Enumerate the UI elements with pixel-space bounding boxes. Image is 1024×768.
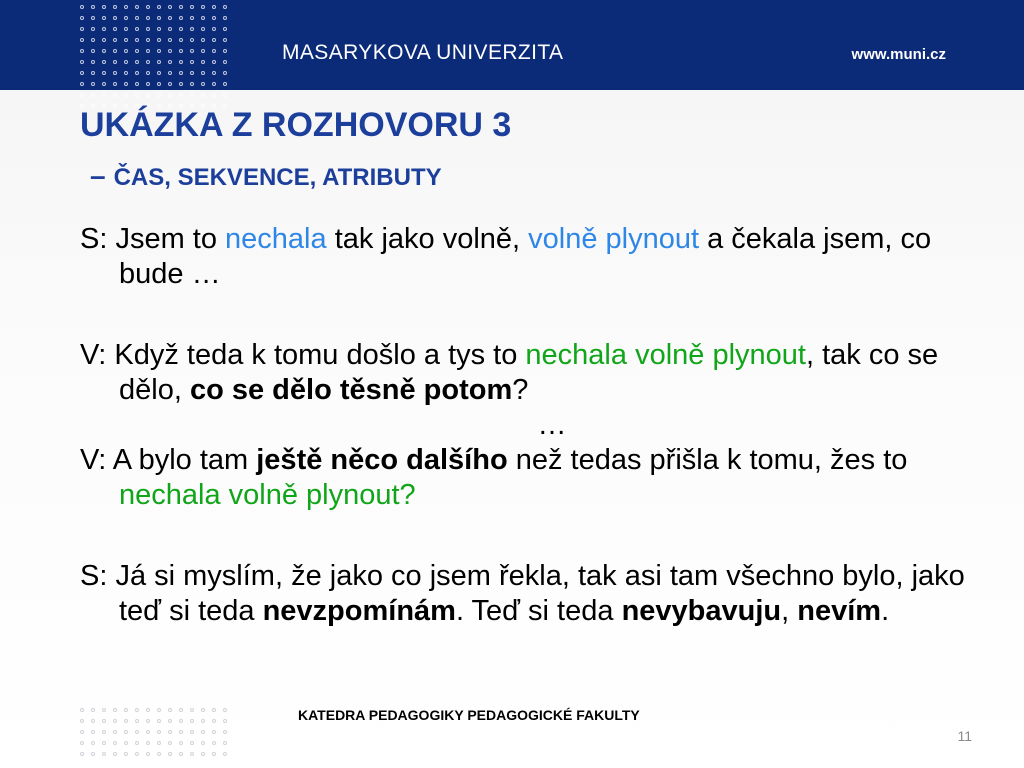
decor-dot [124, 49, 128, 53]
decor-dot [201, 16, 205, 20]
decor-dot [223, 730, 227, 734]
decor-dot [212, 730, 216, 734]
decor-dot [212, 16, 216, 20]
decor-dot [157, 49, 161, 53]
decor-dot [212, 49, 216, 53]
slide-title: UKÁZKA Z ROZHOVORU 3 [80, 106, 512, 144]
header-dot-pattern [80, 5, 227, 108]
decor-dot [135, 16, 139, 20]
decor-dot [102, 719, 106, 723]
decor-dot [91, 752, 95, 756]
bold-text: co se dělo těsně potom [189, 374, 513, 406]
highlight-blue: nechala [225, 223, 327, 255]
decor-dot [201, 93, 205, 97]
decor-dot [113, 16, 117, 20]
decor-dot [190, 27, 194, 31]
decor-dot [124, 60, 128, 64]
decor-dot [179, 741, 183, 745]
decor-dot [201, 38, 205, 42]
decor-dot [113, 741, 117, 745]
decor-dot [190, 730, 194, 734]
decor-dot [124, 730, 128, 734]
utterance-text: než tedas přišla k tomu, žes to [507, 444, 908, 476]
decor-dot [91, 93, 95, 97]
decor-dot [102, 71, 106, 75]
decor-dot [124, 16, 128, 20]
decor-dot [179, 38, 183, 42]
decor-dot [80, 38, 84, 42]
decor-dot [157, 708, 161, 712]
decor-dot [91, 60, 95, 64]
decor-dot [91, 741, 95, 745]
decor-dot [168, 49, 172, 53]
decor-dot [201, 708, 205, 712]
utterance-4 [80, 559, 985, 629]
decor-dot [157, 719, 161, 723]
decor-dot [91, 5, 95, 9]
decor-dot [223, 27, 227, 31]
decor-dot [157, 82, 161, 86]
decor-dot [91, 82, 95, 86]
decor-dot [113, 60, 117, 64]
decor-dot [168, 27, 172, 31]
decor-dot [201, 5, 205, 9]
utterance-text: , [781, 595, 798, 627]
decor-dot [168, 719, 172, 723]
utterance-2 [80, 338, 985, 408]
decor-dot [124, 38, 128, 42]
decor-dot [146, 741, 150, 745]
decor-dot [223, 93, 227, 97]
decor-dot [102, 93, 106, 97]
decor-dot [190, 708, 194, 712]
decor-dot [212, 27, 216, 31]
decor-dot [135, 49, 139, 53]
utterance-text: . [881, 595, 890, 627]
decor-dot [157, 93, 161, 97]
decor-dot [212, 719, 216, 723]
decor-dot [80, 741, 84, 745]
decor-dot [146, 60, 150, 64]
decor-dot [102, 60, 106, 64]
decor-dot [102, 16, 106, 20]
decor-dot [146, 93, 150, 97]
decor-dot [212, 708, 216, 712]
decor-dot [146, 71, 150, 75]
decor-dot [80, 708, 84, 712]
decor-dot [135, 93, 139, 97]
bold-text: nevzpomínám [262, 595, 456, 627]
decor-dot [146, 49, 150, 53]
decor-dot [135, 741, 139, 745]
decor-dot [124, 741, 128, 745]
utterance-text: , tak co se dělo, [119, 339, 939, 406]
faculty-footer: KATEDRA PEDAGOGIKY PEDAGOGICKÉ FAKULTY [298, 707, 640, 723]
decor-dot [157, 730, 161, 734]
decor-dot [190, 93, 194, 97]
decor-dot [91, 38, 95, 42]
decor-dot [146, 38, 150, 42]
subtitle-text: ČAS, SEKVENCE, ATRIBUTY [113, 164, 442, 191]
decor-dot [135, 38, 139, 42]
decor-dot [212, 93, 216, 97]
decor-dot [168, 752, 172, 756]
decor-dot [124, 71, 128, 75]
decor-dot [113, 719, 117, 723]
decor-dot [179, 730, 183, 734]
decor-dot [223, 16, 227, 20]
decor-dot [146, 708, 150, 712]
decor-dot [201, 49, 205, 53]
decor-dot [212, 752, 216, 756]
ellipsis: … [537, 409, 567, 441]
decor-dot [113, 27, 117, 31]
decor-dot [80, 719, 84, 723]
decor-dot [135, 708, 139, 712]
decor-dot [135, 719, 139, 723]
decor-dot [80, 71, 84, 75]
subtitle-dash: – [90, 160, 106, 191]
decor-dot [223, 38, 227, 42]
decor-dot [91, 27, 95, 31]
decor-dot [91, 708, 95, 712]
decor-dot [135, 27, 139, 31]
decor-dot [223, 71, 227, 75]
decor-dot [146, 730, 150, 734]
decor-dot [201, 82, 205, 86]
decor-dot [157, 5, 161, 9]
slide-content [80, 222, 985, 629]
decor-dot [135, 5, 139, 9]
page-number: 11 [957, 728, 972, 744]
decor-dot [80, 93, 84, 97]
decor-dot [212, 741, 216, 745]
decor-dot [223, 741, 227, 745]
decor-dot [113, 82, 117, 86]
decor-dot [102, 741, 106, 745]
decor-dot [190, 752, 194, 756]
decor-dot [80, 60, 84, 64]
decor-dot [212, 60, 216, 64]
decor-dot [102, 730, 106, 734]
decor-dot [91, 71, 95, 75]
decor-dot [113, 49, 117, 53]
bold-text: nevybavuju [621, 595, 782, 627]
decor-dot [124, 752, 128, 756]
decor-dot [168, 5, 172, 9]
decor-dot [80, 5, 84, 9]
decor-dot [135, 730, 139, 734]
decor-dot [91, 16, 95, 20]
decor-dot [91, 719, 95, 723]
utterance-1 [80, 222, 985, 292]
utterance-text: a čekala jsem, co bude … [119, 223, 932, 290]
decor-dot [179, 71, 183, 75]
utterance-text: S: Jsem to [80, 223, 226, 255]
decor-dot [179, 708, 183, 712]
highlight-blue: volně plynout [528, 223, 700, 255]
decor-dot [190, 82, 194, 86]
decor-dot [168, 71, 172, 75]
decor-dot [113, 71, 117, 75]
university-website: www.muni.cz [851, 46, 946, 63]
university-name: MASARYKOVA UNIVERZITA [282, 41, 564, 64]
decor-dot [135, 60, 139, 64]
decor-dot [102, 708, 106, 712]
bold-text: nevím [797, 595, 882, 627]
decor-dot [223, 752, 227, 756]
decor-dot [91, 49, 95, 53]
decor-dot [168, 93, 172, 97]
decor-dot [168, 708, 172, 712]
slide-subtitle [90, 160, 442, 192]
decor-dot [157, 16, 161, 20]
decor-dot [168, 16, 172, 20]
decor-dot [102, 27, 106, 31]
decor-dot [190, 49, 194, 53]
decor-dot [124, 708, 128, 712]
decor-dot [91, 730, 95, 734]
decor-dot [113, 730, 117, 734]
highlight-green: nechala volně plynout? [119, 479, 416, 511]
decor-dot [102, 752, 106, 756]
decor-dot [102, 82, 106, 86]
decor-dot [135, 82, 139, 86]
decor-dot [201, 741, 205, 745]
decor-dot [146, 752, 150, 756]
decor-dot [168, 38, 172, 42]
decor-dot [179, 719, 183, 723]
decor-dot [113, 708, 117, 712]
decor-dot [179, 60, 183, 64]
bold-text: ještě něco dalšího [256, 444, 508, 476]
decor-dot [102, 49, 106, 53]
decor-dot [157, 27, 161, 31]
decor-dot [179, 752, 183, 756]
decor-dot [113, 752, 117, 756]
decor-dot [113, 5, 117, 9]
utterance-text: tak jako volně, [326, 223, 529, 255]
decor-dot [201, 71, 205, 75]
decor-dot [223, 708, 227, 712]
decor-dot [212, 38, 216, 42]
decor-dot [223, 5, 227, 9]
decor-dot [179, 49, 183, 53]
decor-dot [113, 38, 117, 42]
decor-dot [146, 719, 150, 723]
decor-dot [223, 60, 227, 64]
decor-dot [146, 5, 150, 9]
utterance-text: V: A bylo tam [80, 444, 257, 476]
decor-dot [157, 71, 161, 75]
decor-dot [157, 752, 161, 756]
decor-dot [223, 82, 227, 86]
decor-dot [168, 730, 172, 734]
decor-dot [124, 719, 128, 723]
decor-dot [80, 752, 84, 756]
decor-dot [201, 730, 205, 734]
decor-dot [190, 719, 194, 723]
decor-dot [102, 5, 106, 9]
utterance-text: . Teď si teda [455, 595, 622, 627]
decor-dot [201, 60, 205, 64]
decor-dot [212, 82, 216, 86]
decor-dot [80, 730, 84, 734]
decor-dot [146, 82, 150, 86]
decor-dot [80, 27, 84, 31]
decor-dot [102, 38, 106, 42]
decor-dot [80, 49, 84, 53]
decor-dot [190, 71, 194, 75]
decor-dot [157, 38, 161, 42]
decor-dot [201, 752, 205, 756]
highlight-green: nechala volně plynout [525, 339, 806, 371]
decor-dot [157, 60, 161, 64]
decor-dot [179, 82, 183, 86]
decor-dot [168, 82, 172, 86]
utterance-text: V: Když teda k tomu došlo a tys to [80, 339, 526, 371]
decor-dot [80, 82, 84, 86]
decor-dot [146, 27, 150, 31]
decor-dot [168, 741, 172, 745]
utterance-text: ? [512, 374, 529, 406]
decor-dot [135, 752, 139, 756]
decor-dot [124, 27, 128, 31]
decor-dot [146, 16, 150, 20]
decor-dot [179, 27, 183, 31]
decor-dot [179, 16, 183, 20]
decor-dot [124, 93, 128, 97]
decor-dot [179, 93, 183, 97]
decor-dot [80, 16, 84, 20]
utterance-text: S: Já si myslím, že jako co jsem řekla, tak asi tam všechno bylo, jako teď si teda [80, 560, 965, 627]
decor-dot [113, 93, 117, 97]
decor-dot [223, 719, 227, 723]
decor-dot [190, 741, 194, 745]
decor-dot [190, 16, 194, 20]
decor-dot [212, 5, 216, 9]
decor-dot [212, 71, 216, 75]
decor-dot [124, 5, 128, 9]
decor-dot [201, 27, 205, 31]
decor-dot [190, 60, 194, 64]
decor-dot [223, 49, 227, 53]
decor-dot [157, 741, 161, 745]
decor-dot [190, 38, 194, 42]
decor-dot [124, 82, 128, 86]
decor-dot [179, 5, 183, 9]
decor-dot [201, 719, 205, 723]
decor-dot [135, 71, 139, 75]
utterance-3 [80, 443, 985, 513]
decor-dot [190, 5, 194, 9]
footer-dot-pattern [80, 708, 227, 756]
decor-dot [168, 60, 172, 64]
